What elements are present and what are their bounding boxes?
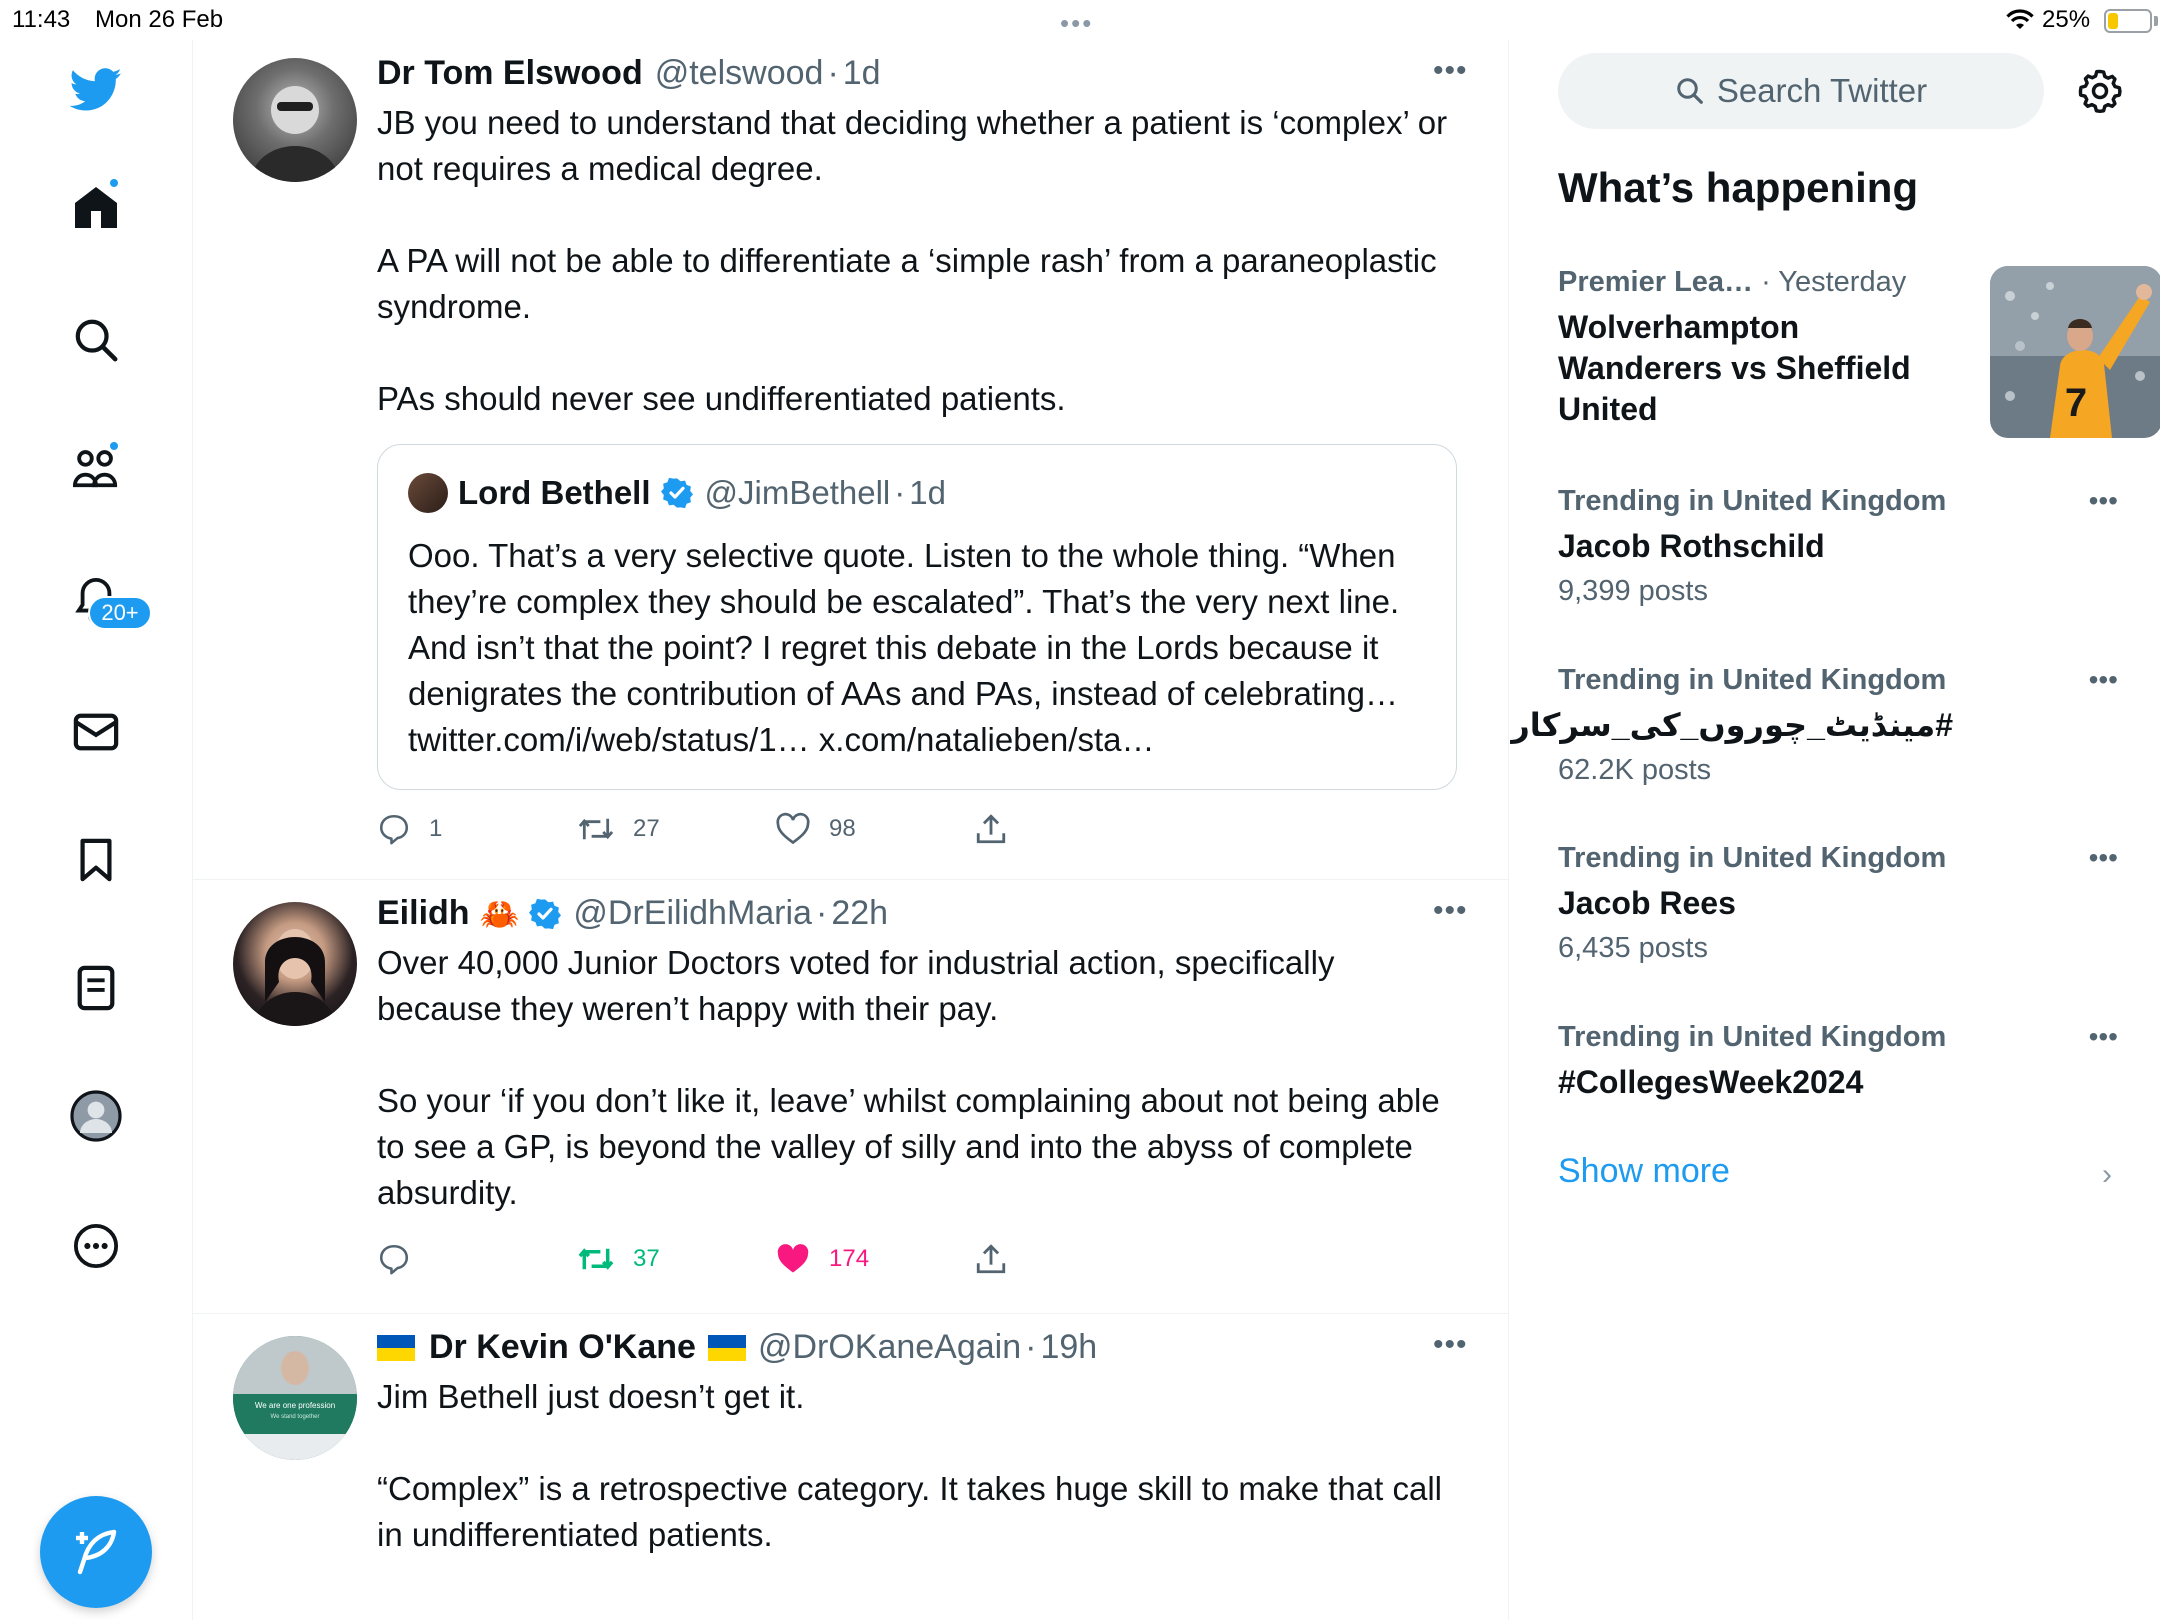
tweet-paragraph: So your ‘if you don’t like it, leave’ whilst complaining about not being able to see a GP, is beyond the valley of silly and into the abyss of complete absurdity. xyxy=(377,1082,1449,1211)
communities-icon[interactable] xyxy=(68,440,124,496)
battery-level xyxy=(2108,13,2118,29)
like-count: 174 xyxy=(829,1245,870,1272)
separator-dot: · xyxy=(1025,1328,1037,1366)
verified-badge-icon xyxy=(661,477,693,509)
whats-happening-title: What’s happening xyxy=(1558,164,1919,211)
tweet[interactable] xyxy=(193,40,1509,880)
heart-icon xyxy=(775,812,811,846)
tweet-time[interactable]: 22h xyxy=(831,894,889,932)
author-name[interactable]: Dr Kevin O'Kane xyxy=(429,1328,696,1366)
bookmarks-icon[interactable] xyxy=(68,832,124,888)
compose-tweet-button[interactable] xyxy=(40,1496,152,1608)
profile-icon[interactable] xyxy=(68,1088,124,1144)
trend-item[interactable] xyxy=(1558,1021,2118,1103)
trend-item[interactable] xyxy=(1558,842,2118,965)
separator-dot: · xyxy=(827,54,839,92)
home-icon[interactable] xyxy=(68,179,124,235)
search-icon xyxy=(1675,76,1705,106)
separator-dot: · xyxy=(815,894,828,932)
reply-count: 1 xyxy=(429,815,443,842)
trend-title: Wolverhampton Wanderers vs Sheffield United xyxy=(1558,309,1911,427)
trend-more-icon[interactable]: ••• xyxy=(2088,1021,2118,1052)
separator-dot: · xyxy=(894,474,906,511)
status-date: Mon 26 Feb xyxy=(95,6,224,33)
avatar-caption: We are one profession xyxy=(254,1401,336,1410)
share-button[interactable] xyxy=(975,812,1007,846)
trend-title: #CollegesWeek2024 xyxy=(1558,1064,1864,1100)
twitter-logo-icon[interactable] xyxy=(68,62,124,118)
battery-percent: 25% xyxy=(2042,6,2091,33)
author-handle[interactable]: @DrEilidhMaria xyxy=(573,894,812,932)
trend-meta: Trending in United Kingdom xyxy=(1558,664,1947,696)
right-sidebar xyxy=(1510,40,2160,1620)
trend-item[interactable] xyxy=(1558,266,2118,466)
trend-meta: Trending in United Kingdom xyxy=(1558,1021,1947,1053)
retweet-icon xyxy=(577,812,615,846)
tweet-time[interactable]: 1d xyxy=(842,54,881,92)
home-unread-dot xyxy=(108,177,120,189)
quoted-avatar xyxy=(408,473,448,513)
compose-feather-icon xyxy=(70,1526,122,1578)
reply-icon xyxy=(377,812,411,846)
crab-emoji-icon: 🦀 xyxy=(479,895,520,932)
trend-title: Jacob Rees xyxy=(1558,885,1736,921)
trend-item[interactable] xyxy=(1558,485,2118,608)
timeline xyxy=(193,40,1509,1620)
wifi-icon xyxy=(2005,8,2035,37)
retweet-count: 37 xyxy=(633,1245,660,1272)
author-handle[interactable]: @DrOKaneAgain xyxy=(757,1328,1022,1366)
search-input[interactable] xyxy=(1558,53,2044,129)
retweet-count: 27 xyxy=(633,815,660,842)
tweet[interactable] xyxy=(193,1314,1509,1620)
quoted-tweet-time: 1d xyxy=(909,474,946,511)
status-time: 11:43 xyxy=(12,6,71,33)
quoted-tweet[interactable] xyxy=(377,444,1457,790)
ukraine-flag-icon xyxy=(377,1335,415,1361)
quoted-author-name: Lord Bethell xyxy=(458,474,651,511)
more-icon[interactable] xyxy=(68,1218,124,1274)
retweet-button[interactable] xyxy=(577,1242,660,1276)
ukraine-flag-icon xyxy=(708,1335,746,1361)
tweet-actions xyxy=(377,1242,1377,1282)
avatar[interactable] xyxy=(233,902,357,1026)
search-placeholder: Search Twitter xyxy=(1716,72,1928,109)
tweet-header xyxy=(377,54,881,93)
tweet-text xyxy=(377,1374,1457,1558)
like-button[interactable] xyxy=(775,812,856,846)
tweet-text xyxy=(377,940,1457,1216)
avatar[interactable] xyxy=(233,58,357,182)
trend-title: Jacob Rothschild xyxy=(1558,528,1825,564)
tweet-more-icon[interactable]: ••• xyxy=(1433,894,1468,927)
tweet-text xyxy=(377,100,1457,422)
trend-more-icon[interactable]: ••• xyxy=(2088,664,2118,695)
trend-thumbnail xyxy=(1990,266,2160,438)
share-button[interactable] xyxy=(975,1242,1007,1276)
show-more-link[interactable]: Show more xyxy=(1558,1152,1730,1190)
avatar-caption: We stand together xyxy=(270,1414,320,1420)
tweet-paragraph: PAs should never see undifferentiated patients. xyxy=(377,380,1066,417)
tweet-paragraph: “Complex” is a retrospective category. It takes huge skill to make that call in undifferentiated patients. xyxy=(377,1470,1452,1553)
tweet-actions xyxy=(377,812,1377,852)
author-name[interactable]: Dr Tom Elswood xyxy=(377,54,643,92)
tweet-more-icon[interactable]: ••• xyxy=(1433,1328,1468,1361)
share-icon xyxy=(975,1242,1007,1276)
trend-more-icon[interactable]: ••• xyxy=(2088,842,2118,873)
trend-category: Premier Lea… xyxy=(1558,266,1754,298)
svg-text:7: 7 xyxy=(2064,381,2088,425)
tweet-paragraph: Over 40,000 Junior Doctors voted for industrial action, specifically because they weren’t happy with their pay. xyxy=(377,944,1344,1027)
tweet-paragraph: A PA will not be able to differentiate a ‘simple rash’ from a paraneoplastic syndrome. xyxy=(377,242,1446,325)
retweet-icon xyxy=(577,1242,615,1276)
tweet-header xyxy=(377,894,888,933)
status-bar xyxy=(0,0,2160,40)
author-name[interactable]: Eilidh xyxy=(377,894,470,932)
tweet[interactable] xyxy=(193,880,1509,1314)
messages-icon[interactable] xyxy=(68,704,124,760)
battery-icon xyxy=(2104,9,2152,33)
tweet-more-icon[interactable]: ••• xyxy=(1433,54,1468,87)
battery-nub xyxy=(2154,16,2158,26)
settings-gear-icon[interactable] xyxy=(2077,68,2123,119)
trend-count: 62.2K posts xyxy=(1558,754,1712,786)
quoted-tweet-text: Ooo. That’s a very selective quote. Listen to the whole thing. “When they’re complex they should be escalated”. That’s the very next line. And isn’t that the point? I regret this debate in the Lords because it denigrates the contribution of AAs and PAs, instead of celebrating… twitter.com/i/web/status/1… x.com/natalieben/sta… xyxy=(408,537,1400,758)
communities-unread-dot xyxy=(108,440,120,452)
trend-meta: Trending in United Kingdom xyxy=(1558,485,1947,517)
quoted-author-handle: @JimBethell xyxy=(704,474,891,511)
author-handle[interactable]: @telswood xyxy=(654,54,824,92)
like-button[interactable] xyxy=(775,1242,869,1276)
quoted-tweet-header xyxy=(408,473,946,513)
lists-icon[interactable] xyxy=(68,960,124,1016)
trend-count: 9,399 posts xyxy=(1558,575,1708,607)
verified-badge-icon xyxy=(529,898,561,930)
left-nav xyxy=(0,40,193,1620)
trend-meta: Trending in United Kingdom xyxy=(1558,842,1947,874)
trend-title: #مینڈیٹ_چوروں_کی_سرکار xyxy=(1511,707,1953,743)
search-icon[interactable] xyxy=(68,312,124,368)
tweet-time[interactable]: 19h xyxy=(1040,1328,1098,1366)
like-count: 98 xyxy=(829,815,856,842)
reply-icon xyxy=(377,1242,411,1276)
tweet-header xyxy=(377,1328,1097,1367)
chevron-right-icon[interactable]: › xyxy=(2102,1158,2112,1191)
heart-filled-icon xyxy=(775,1242,811,1276)
retweet-button[interactable] xyxy=(577,812,660,846)
trend-item[interactable] xyxy=(1511,664,2118,787)
avatar[interactable] xyxy=(233,1336,357,1460)
trend-count: 6,435 posts xyxy=(1558,932,1708,964)
tweet-paragraph: JB you need to understand that deciding whether a patient is ‘complex’ or not requires a medical degree. xyxy=(377,104,1457,187)
trend-more-icon[interactable]: ••• xyxy=(2088,485,2118,516)
share-icon xyxy=(975,812,1007,846)
notifications-badge: 20+ xyxy=(88,596,152,630)
trend-time: · Yesterday xyxy=(1761,266,1907,298)
reply-button[interactable] xyxy=(377,1242,411,1276)
tweet-paragraph: Jim Bethell just doesn’t get it. xyxy=(377,1378,805,1415)
multitask-dots-icon[interactable]: ••• xyxy=(1060,8,1094,38)
reply-button[interactable] xyxy=(377,812,442,846)
